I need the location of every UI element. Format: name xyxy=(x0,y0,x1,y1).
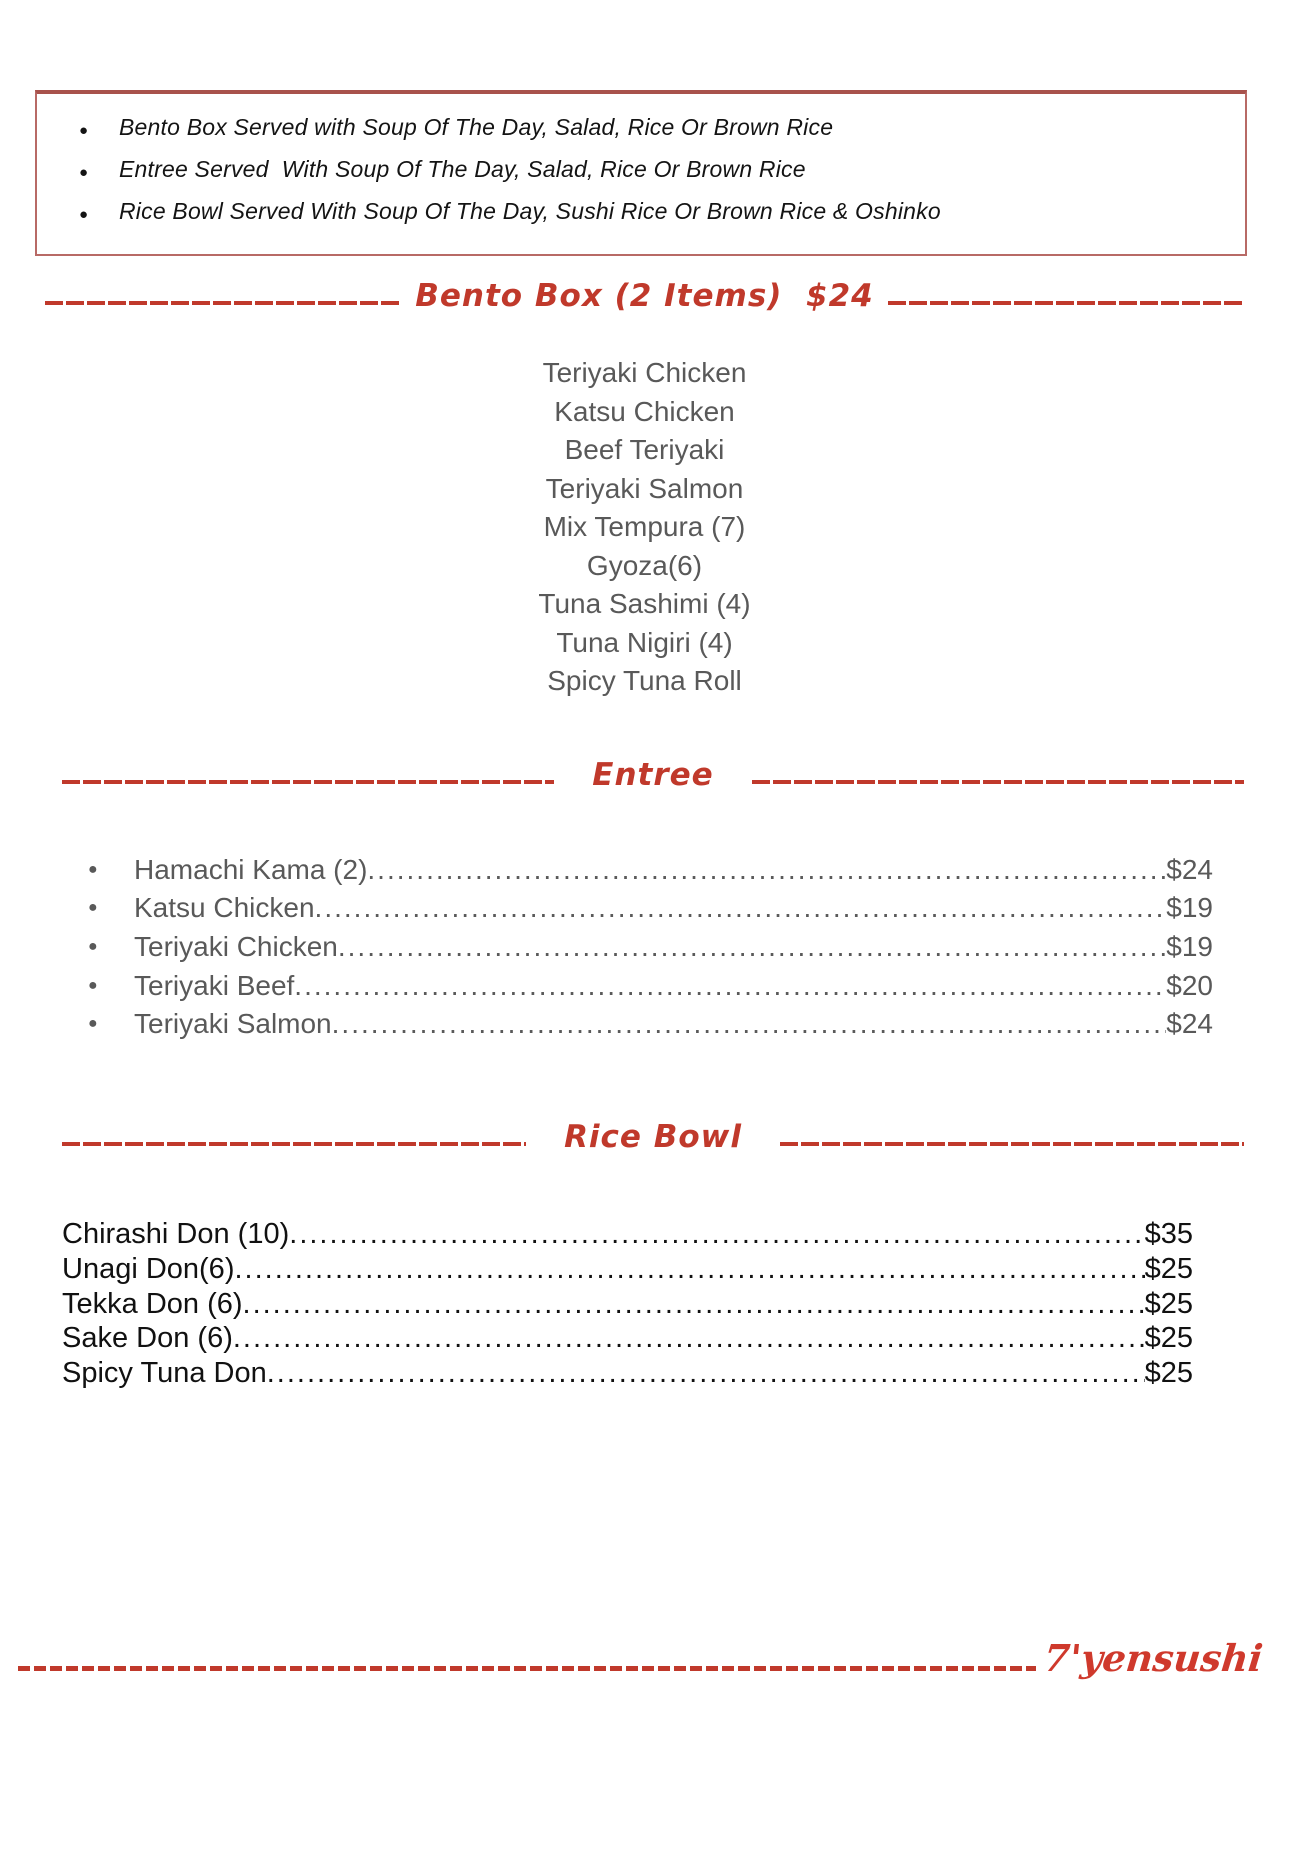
bento-item: Mix Tempura (7) xyxy=(543,511,746,542)
item-name: Teriyaki Beef xyxy=(134,969,295,1001)
entree-item-row xyxy=(88,928,1213,967)
dot-leader xyxy=(267,1356,1145,1391)
item-price: $25 xyxy=(1144,1252,1193,1285)
item-name: Sake Don (6) xyxy=(62,1322,233,1355)
bullet-icon: ● xyxy=(88,899,98,917)
bento-item: Spicy Tuna Roll xyxy=(547,665,742,696)
item-price: $25 xyxy=(1144,1357,1193,1390)
item-name: Chirashi Don (10) xyxy=(62,1218,290,1251)
item-name: Teriyaki Salmon xyxy=(134,1008,332,1040)
note-text: Bento Box Served with Soup Of The Day, Salad, Rice Or Brown Rice xyxy=(119,114,834,140)
dot-leader xyxy=(233,1321,1145,1356)
menu-notes-box xyxy=(35,90,1247,256)
dot-leader xyxy=(289,1217,1144,1252)
dot-leader xyxy=(367,851,1166,890)
bento-section-title: Bento Box (2 Items) $24 xyxy=(415,278,874,314)
note-text: Rice Bowl Served With Soup Of The Day, Sushi Rice Or Brown Rice & Oshinko xyxy=(119,198,941,224)
bento-section-header xyxy=(45,278,1244,314)
red-rule-left xyxy=(45,301,401,305)
entree-section-title: Entree xyxy=(592,756,714,793)
bullet-icon: ● xyxy=(79,164,89,181)
item-name: Teriyaki Chicken xyxy=(134,930,338,962)
entree-item-row xyxy=(88,967,1213,1006)
item-name: Hamachi Kama (2) xyxy=(134,853,368,885)
red-rule-right xyxy=(752,780,1244,784)
entree-item-row xyxy=(88,889,1213,928)
bullet-icon: ● xyxy=(79,122,89,139)
rice-bowl-item-row xyxy=(62,1321,1193,1356)
entree-items-list xyxy=(88,851,1213,1045)
item-price: $24 xyxy=(1166,853,1213,885)
bullet-icon: ● xyxy=(88,937,98,955)
bento-item: Tuna Sashimi (4) xyxy=(538,588,751,619)
item-price: $35 xyxy=(1144,1218,1193,1251)
bullet-icon: ● xyxy=(79,206,89,223)
bento-item: Teriyaki Salmon xyxy=(545,472,744,504)
rice-bowl-item-row xyxy=(62,1217,1193,1252)
item-price: $19 xyxy=(1166,892,1213,924)
rice-bowl-item-row xyxy=(62,1356,1193,1391)
item-price: $20 xyxy=(1166,969,1213,1001)
item-price: $19 xyxy=(1166,930,1213,962)
item-price: $25 xyxy=(1144,1322,1193,1355)
note-item xyxy=(71,192,1235,234)
dot-leader xyxy=(234,1252,1144,1287)
dot-leader xyxy=(294,967,1166,1006)
item-name: Tekka Don (6) xyxy=(62,1287,243,1320)
item-price: $25 xyxy=(1144,1287,1193,1320)
entree-item-row xyxy=(88,851,1213,890)
dot-leader xyxy=(243,1287,1145,1322)
bullet-icon: ● xyxy=(88,976,98,994)
dot-leader xyxy=(332,1005,1167,1044)
bento-item: Teriyaki Chicken xyxy=(542,357,747,388)
dot-leader xyxy=(338,928,1166,967)
rice-bowl-section-title: Rice Bowl xyxy=(564,1119,742,1156)
item-name: Katsu Chicken xyxy=(134,892,315,924)
red-rule-right xyxy=(780,1142,1244,1146)
red-dashed-rule xyxy=(18,1666,1036,1671)
entree-item-row xyxy=(88,1005,1213,1044)
rice-bowl-item-row xyxy=(62,1287,1193,1322)
bento-item: Katsu Chicken xyxy=(554,395,735,427)
item-name: Spicy Tuna Don xyxy=(62,1357,267,1390)
bento-item: Beef Teriyaki xyxy=(564,434,725,465)
bento-item: Tuna Nigiri (4) xyxy=(556,626,733,658)
note-item xyxy=(71,108,1235,150)
footer xyxy=(18,1636,1266,1681)
rice-bowl-section-header xyxy=(62,1119,1244,1155)
dot-leader xyxy=(315,889,1167,928)
bento-items-list xyxy=(0,354,1289,701)
entree-section-header xyxy=(62,757,1244,793)
item-name: Unagi Don(6) xyxy=(62,1252,235,1285)
bento-item: Gyoza(6) xyxy=(586,549,703,581)
note-text: Entree Served With Soup Of The Day, Salad, Rice Or Brown Rice xyxy=(119,156,806,182)
bullet-icon: ● xyxy=(88,860,98,878)
rice-bowl-item-row xyxy=(62,1252,1193,1287)
item-price: $24 xyxy=(1166,1008,1213,1040)
note-item xyxy=(71,150,1235,192)
red-rule-left xyxy=(62,1142,526,1146)
rice-bowl-items-list xyxy=(62,1217,1193,1391)
brand-logo: 7'yensushi xyxy=(1042,1636,1266,1680)
bullet-icon: ● xyxy=(88,1015,98,1033)
red-rule-right xyxy=(888,301,1244,305)
red-rule-left xyxy=(62,780,554,784)
